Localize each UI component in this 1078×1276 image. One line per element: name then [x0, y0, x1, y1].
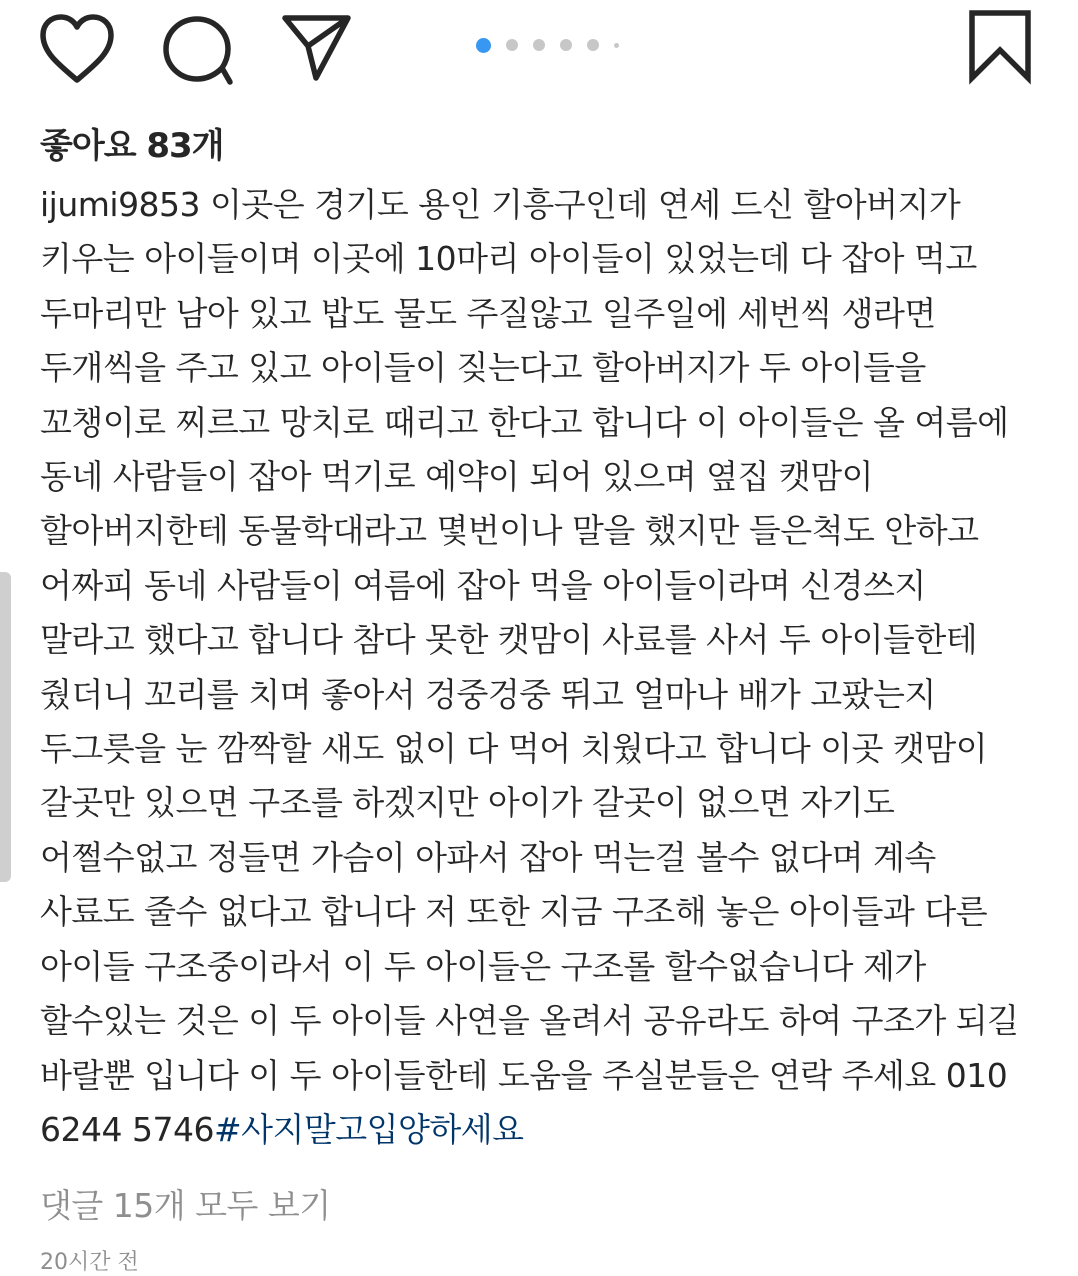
caption-text: 6244 5746: [40, 1109, 214, 1149]
carousel-dot: [533, 39, 545, 51]
caption-text: 이곳은 경기도 용인 기흥구인데 연세 드신 할아버지가: [200, 185, 961, 224]
post-timestamp: 20시간 전: [40, 1250, 139, 1275]
comment-button[interactable]: [160, 12, 236, 86]
caption-line: 바랄뿐 입니다 이 두 아이들한테 도움을 주실분들은 연락 주세요 010: [40, 1055, 1008, 1095]
caption-line: 말라고 했다고 합니다 참다 못한 캣맘이 사료를 사서 두 아이들한테: [40, 620, 978, 660]
caption-line: 키우는 아이들이며 이곳에 10마리 아이들이 있었는데 다 잡아 먹고: [40, 239, 977, 279]
caption-line: 아이들 구조중이라서 이 두 아이들은 구조롤 할수없습니다 제가: [40, 946, 926, 986]
carousel-dot: [587, 39, 599, 51]
caption-line: 두마리만 남아 있고 밥도 물도 주질않고 일주일에 세번씩 생라면: [40, 293, 936, 333]
carousel-dot: [614, 43, 619, 48]
share-button[interactable]: [280, 12, 354, 82]
carousel-dot: [560, 39, 572, 51]
caption-line: [40, 178, 1050, 232]
carousel-dot: [476, 38, 491, 53]
save-button[interactable]: [966, 8, 1034, 82]
like-button[interactable]: [38, 12, 116, 86]
scrollbar-thumb[interactable]: [0, 572, 11, 882]
caption-line: 줬더니 꼬리를 치며 좋아서 겅중겅중 뛰고 얼마나 배가 고팠는지: [40, 674, 936, 714]
caption-line: 할아버지한테 동물학대라고 몇번이나 말을 했지만 들은척도 안하고: [40, 511, 979, 551]
comment-icon: [160, 12, 236, 86]
username-link[interactable]: ijumi9853: [40, 185, 201, 224]
caption-line: 꼬챙이로 찌르고 망치로 때리고 한다고 합니다 이 아이들은 올 여름에: [40, 402, 1009, 442]
heart-icon: [38, 12, 116, 86]
action-bar: [0, 0, 1078, 100]
caption: [40, 178, 1050, 1157]
carousel-indicator: [476, 35, 634, 55]
caption-line: [40, 1103, 1050, 1157]
view-all-comments-link[interactable]: 댓글 15개 모두 보기: [40, 1186, 331, 1225]
caption-line: 동네 사람들이 잡아 먹기로 예약이 되어 있으며 옆집 캣맘이: [40, 457, 873, 497]
likes-count[interactable]: 좋아요 83개: [40, 126, 224, 166]
caption-line: 사료도 줄수 없다고 합니다 저 또한 지금 구조해 놓은 아이들과 다른: [40, 892, 988, 932]
hashtag-link[interactable]: #사지말고입양하세요: [213, 1109, 524, 1149]
caption-line: 어쩔수없고 정들면 가슴이 아파서 잡아 먹는걸 볼수 없다며 계속: [40, 837, 936, 877]
carousel-dot: [506, 39, 518, 51]
caption-line: 할수있는 것은 이 두 아이들 사연을 올려서 공유라도 하여 구조가 되길: [40, 1001, 1019, 1041]
caption-line: 어짜피 동네 사람들이 여름에 잡아 먹을 아이들이라며 신경쓰지: [40, 565, 926, 605]
bookmark-icon: [966, 8, 1034, 82]
caption-line: 두개씩을 주고 있고 아이들이 짖는다고 할아버지가 두 아이들을: [40, 348, 926, 388]
caption-line: 갈곳만 있으면 구조를 하겠지만 아이가 갈곳이 없으면 자기도: [40, 783, 895, 823]
paper-plane-icon: [280, 12, 354, 82]
caption-line: 두그릇을 눈 깜짝할 새도 없이 다 먹어 치웠다고 합니다 이곳 캣맘이: [40, 729, 988, 769]
